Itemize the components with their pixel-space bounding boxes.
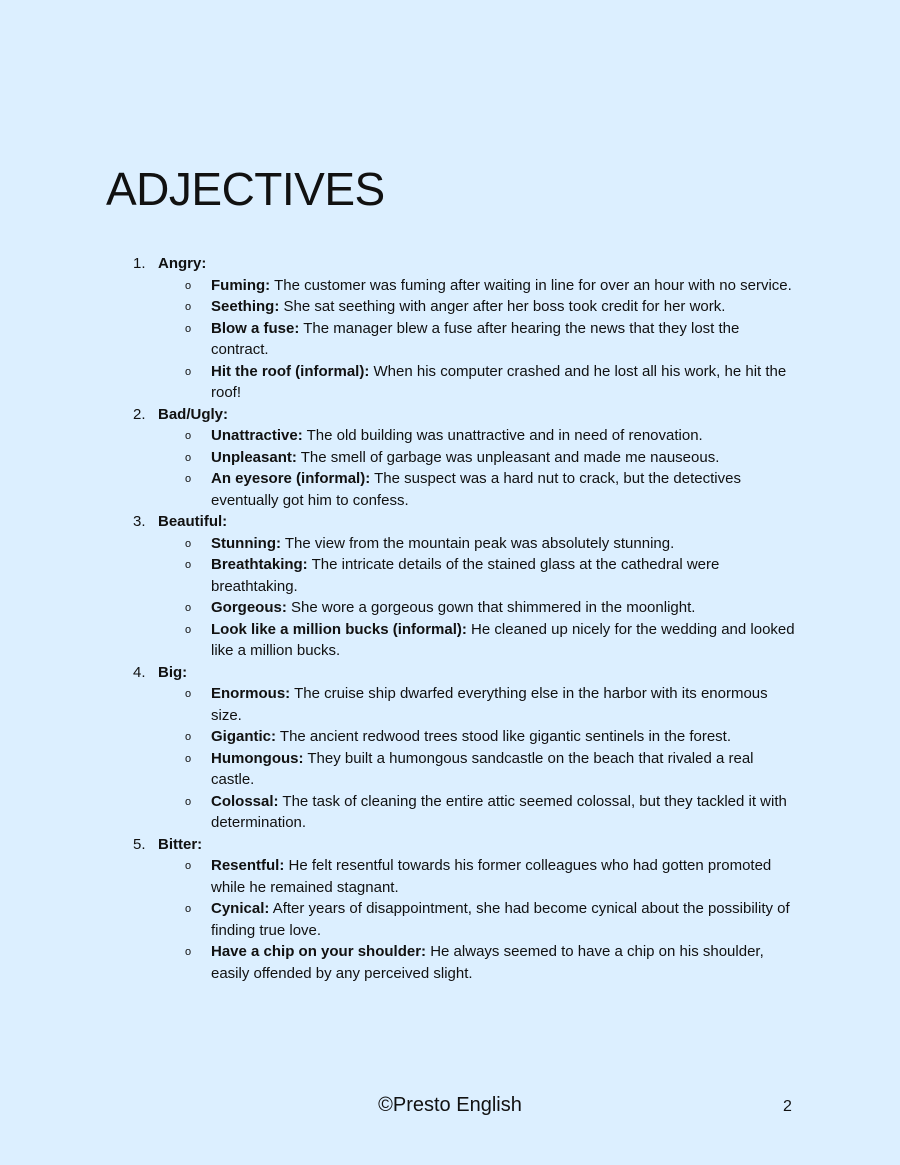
- hollow-bullet-icon: o: [185, 451, 192, 464]
- entry-term: Breathtaking:: [211, 556, 308, 573]
- category-title: Big:: [158, 663, 188, 681]
- list-item: [158, 683, 800, 726]
- hollow-bullet-icon: o: [185, 602, 192, 614]
- list-item: [158, 361, 800, 404]
- list-item: [158, 296, 800, 318]
- entry-list: [158, 533, 800, 662]
- entry-example: The old building was unattractive and in need of renovation.: [306, 427, 703, 444]
- entry-term: Cynical:: [211, 900, 270, 917]
- hollow-bullet-icon: o: [185, 559, 192, 571]
- entry-example: The manager blew a fuse after hearing the news that they lost the contract.: [211, 319, 740, 358]
- entry-term: Unpleasant:: [211, 448, 297, 466]
- entry-example: When his computer crashed and he lost all his work, he hit the roof!: [211, 362, 787, 401]
- page-number: 2: [783, 1098, 792, 1115]
- entry-example: The smell of garbage was unpleasant and made me nauseous.: [300, 448, 720, 466]
- category-title: Bitter:: [158, 835, 203, 853]
- entry-list: [158, 855, 800, 984]
- list-item: [158, 748, 800, 791]
- hollow-bullet-icon: o: [185, 795, 192, 808]
- hollow-bullet-icon: o: [185, 430, 192, 442]
- category-number: 2.: [133, 405, 146, 423]
- category-item: [130, 253, 800, 404]
- entry-example: He felt resentful towards his former colleagues who had gotten promoted while he remained stagnant.: [211, 857, 772, 896]
- list-item: [158, 468, 800, 511]
- entry-example: He cleaned up nicely for the wedding and looked like a million bucks.: [211, 620, 795, 659]
- entry-term: Gigantic:: [211, 728, 277, 745]
- hollow-bullet-icon: o: [185, 623, 192, 636]
- entry-term: An eyesore (informal):: [211, 470, 371, 487]
- list-item: [158, 855, 800, 898]
- category-title: Bad/Ugly:: [158, 405, 229, 423]
- category-item: [130, 404, 800, 512]
- category-title: Beautiful:: [158, 513, 228, 530]
- hollow-bullet-icon: o: [185, 688, 192, 700]
- hollow-bullet-icon: o: [185, 752, 192, 765]
- hollow-bullet-icon: o: [185, 731, 192, 743]
- hollow-bullet-icon: o: [185, 301, 192, 313]
- list-item: [158, 554, 800, 597]
- entry-list: [158, 683, 800, 834]
- entry-term: Gorgeous:: [211, 599, 287, 616]
- hollow-bullet-icon: o: [185, 860, 192, 872]
- category-number: 5.: [133, 835, 146, 853]
- entry-example: After years of disappointment, she had become cynical about the possibility of finding true love.: [211, 900, 790, 939]
- category-title: Angry:: [158, 255, 207, 272]
- entry-example: The view from the mountain peak was absolutely stunning.: [284, 534, 675, 552]
- entry-example: The intricate details of the stained glass at the cathedral were breathtaking.: [211, 556, 720, 595]
- list-item: [158, 597, 800, 619]
- hollow-bullet-icon: o: [185, 322, 192, 335]
- entry-term: Unattractive:: [211, 427, 303, 444]
- list-item: [158, 941, 800, 984]
- entry-term: Seething:: [211, 298, 280, 315]
- entry-term: Look like a million bucks (informal):: [211, 620, 467, 638]
- hollow-bullet-icon: o: [185, 279, 192, 292]
- list-item: [158, 619, 800, 662]
- category-item: [130, 511, 800, 662]
- entry-example: The cruise ship dwarfed everything else in the harbor with its enormous size.: [211, 685, 768, 724]
- entry-term: Resentful:: [211, 857, 285, 874]
- entry-term: Stunning:: [211, 534, 281, 552]
- category-item: [130, 662, 800, 834]
- page-title: ADJECTIVES: [106, 163, 385, 215]
- entry-example: The task of cleaning the entire attic seemed colossal, but they tackled it with determination.: [211, 792, 787, 831]
- list-item: [158, 425, 800, 447]
- entry-term: Blow a fuse:: [211, 319, 300, 337]
- entry-term: Colossal:: [211, 792, 279, 810]
- category-number: 3.: [133, 513, 146, 530]
- entry-example: She sat seething with anger after her boss took credit for her work.: [283, 298, 726, 315]
- hollow-bullet-icon: o: [185, 537, 192, 550]
- list-item: [158, 898, 800, 941]
- category-number: 4.: [133, 663, 146, 681]
- list-item: [158, 447, 800, 469]
- entry-example: The customer was fuming after waiting in line for over an hour with no service.: [274, 276, 792, 294]
- entry-example: She wore a gorgeous gown that shimmered in the moonlight.: [291, 599, 696, 616]
- list-item: [158, 318, 800, 361]
- entry-example: The ancient redwood trees stood like gigantic sentinels in the forest.: [279, 728, 732, 745]
- list-item: [158, 275, 800, 297]
- entry-term: Enormous:: [211, 685, 291, 702]
- list-item: [158, 791, 800, 834]
- hollow-bullet-icon: o: [185, 365, 192, 378]
- category-item: [130, 834, 800, 985]
- adjective-list: [130, 253, 800, 984]
- entry-example: The suspect was a hard nut to crack, but the detectives eventually got him to confess.: [211, 470, 741, 509]
- entry-term: Humongous:: [211, 749, 304, 767]
- list-item: [158, 726, 800, 748]
- entry-list: [158, 425, 800, 511]
- entry-term: Have a chip on your shoulder:: [211, 943, 427, 960]
- hollow-bullet-icon: o: [185, 946, 192, 958]
- hollow-bullet-icon: o: [185, 903, 192, 915]
- entry-example: They built a humongous sandcastle on the beach that rivaled a real castle.: [211, 749, 754, 788]
- hollow-bullet-icon: o: [185, 473, 192, 485]
- entry-term: Hit the roof (informal):: [211, 362, 370, 380]
- list-item: [158, 533, 800, 555]
- entry-term: Fuming:: [211, 276, 271, 294]
- entry-example: He always seemed to have a chip on his shoulder, easily offended by any perceived slight.: [211, 943, 764, 982]
- entry-list: [158, 275, 800, 404]
- footer-copyright: ©Presto English: [378, 1094, 522, 1116]
- category-number: 1.: [133, 255, 146, 272]
